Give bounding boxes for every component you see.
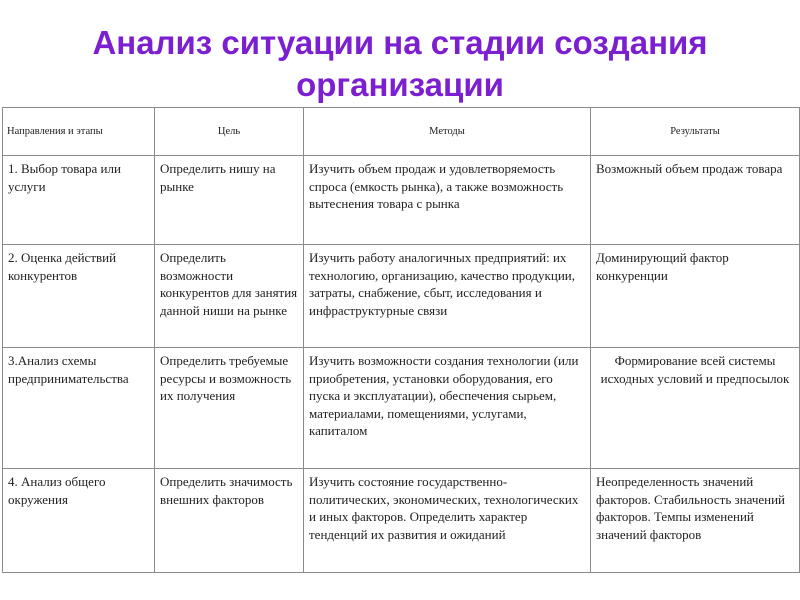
cell-results: Неопределенность значений факторов. Стабильность значений факторов. Темпы изменений значений факторов: [591, 469, 800, 573]
table-row: [3, 156, 800, 245]
cell-stage: 4. Анализ общего окружения: [3, 469, 155, 573]
cell-results: Возможный объем продаж товара: [591, 156, 800, 245]
cell-results: Формирование всей системы исходных условий и предпосылок: [591, 348, 800, 469]
cell-methods: Изучить состояние государственно-политических, экономических, технологических и иных факторов. Определить характер тенденций их развития и ожиданий: [304, 469, 591, 573]
cell-methods: Изучить возможности создания технологии (или приобретения, установки оборудования, его пуска и эксплуатации), обеспечения сырьем, материалами, помещениями, услугами, капиталом: [304, 348, 591, 469]
cell-methods: Изучить объем продаж и удовлетворяемость спроса (емкость рынка), а также возможность вытеснения товара с рынка: [304, 156, 591, 245]
header-methods: Методы: [304, 108, 591, 156]
cell-goal: Определить нишу на рынке: [155, 156, 304, 245]
cell-goal: Определить требуемые ресурсы и возможность их получения: [155, 348, 304, 469]
cell-stage: 2. Оценка действий конкурентов: [3, 245, 155, 348]
slide-title: Анализ ситуации на стадии создания организации: [92, 24, 708, 103]
table-row: [3, 469, 800, 573]
analysis-table: [2, 107, 800, 573]
cell-stage: 1. Выбор товара или услуги: [3, 156, 155, 245]
cell-goal: Определить значимость внешних факторов: [155, 469, 304, 573]
cell-results: Доминирующий фактор конкуренции: [591, 245, 800, 348]
cell-goal: Определить возможности конкурентов для занятия данной ниши на рынке: [155, 245, 304, 348]
cell-stage: 3.Анализ схемы предпринимательства: [3, 348, 155, 469]
table-row: [3, 245, 800, 348]
header-stages: Направления и этапы: [3, 108, 155, 156]
table-header-row: [3, 108, 800, 156]
cell-methods: Изучить работу аналогичных предприятий: их технологию, организацию, качество продукции, затраты, снабжение, сбыт, исследования и инфраструктурные связи: [304, 245, 591, 348]
table-row: [3, 348, 800, 469]
header-goal: Цель: [155, 108, 304, 156]
header-results: Результаты: [591, 108, 800, 156]
